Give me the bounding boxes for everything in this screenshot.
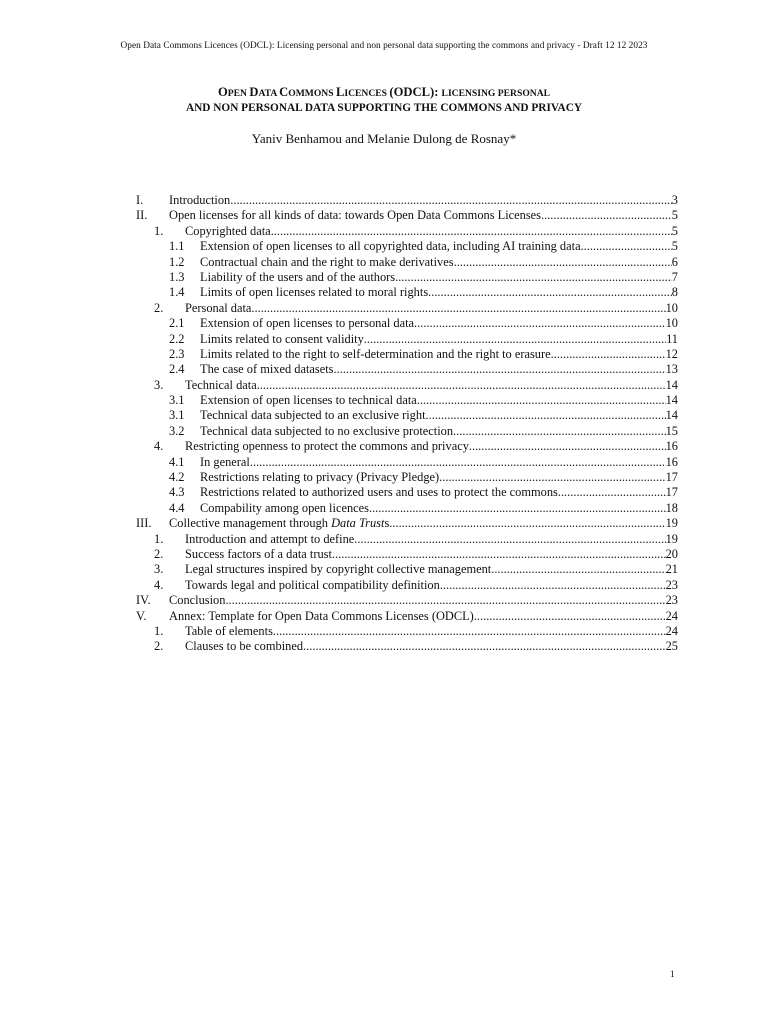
toc-entry-page: 23 xyxy=(665,577,678,592)
toc-leader-dots xyxy=(251,301,665,316)
toc-entry-number: 1.4 xyxy=(169,285,185,300)
toc-leader-dots xyxy=(581,239,672,254)
toc-entry-number: 3. xyxy=(154,562,164,577)
toc-entry-number: 3.1 xyxy=(169,393,185,408)
toc-leader-dots xyxy=(551,347,666,362)
toc-entry[interactable] xyxy=(136,516,678,531)
toc-entry-body xyxy=(200,362,678,377)
toc-leader-dots xyxy=(440,578,666,593)
toc-leader-dots xyxy=(230,193,672,208)
toc-leader-dots xyxy=(250,455,666,470)
toc-leader-dots xyxy=(395,270,672,285)
toc-entry-label-text: Limits related to consent validity xyxy=(200,331,364,346)
toc-leader-dots xyxy=(558,485,666,500)
toc-entry-label-text: Collective management through xyxy=(169,516,332,531)
toc-entry-body xyxy=(185,532,678,547)
toc-entry[interactable] xyxy=(136,562,678,577)
title-fragment: LICENSING PERSONAL xyxy=(441,88,551,99)
title-fragment: (ODCL): xyxy=(389,85,442,99)
toc-entry-label-text: Restrictions related to authorized users and uses to protect the commons xyxy=(200,485,558,500)
toc-leader-dots xyxy=(225,593,665,608)
toc-entry-label xyxy=(169,516,389,531)
toc-entry-number: 1. xyxy=(154,623,164,638)
toc-entry-label-text: Restrictions relating to privacy (Privacy Pledge) xyxy=(200,470,440,485)
toc-entry-page: 25 xyxy=(665,639,678,654)
toc-leader-dots xyxy=(474,609,666,624)
title-fragment: ICENCES xyxy=(344,88,390,99)
toc-entry-body xyxy=(200,455,678,470)
toc-leader-dots xyxy=(541,208,672,223)
toc-entry-label xyxy=(185,578,440,593)
toc-entry[interactable] xyxy=(136,501,678,516)
toc-entry-page: 14 xyxy=(665,377,678,392)
toc-entry-page: 15 xyxy=(665,423,678,438)
toc-entry-number: 2.3 xyxy=(169,346,185,361)
toc-entry-page: 8 xyxy=(671,285,678,300)
toc-entry-number: III. xyxy=(136,516,152,531)
toc-entry-number: 1. xyxy=(154,531,164,546)
toc-entry-label xyxy=(200,332,364,347)
toc-entry-page: 11 xyxy=(666,331,678,346)
toc-entry[interactable] xyxy=(136,593,678,608)
toc-entry-page: 5 xyxy=(671,239,678,254)
toc-entry-label-text: Extension of open licenses to technical data xyxy=(200,393,417,408)
title-fragment: L xyxy=(335,85,345,99)
toc-entry-page: 14 xyxy=(665,408,678,423)
toc-entry-label xyxy=(185,301,251,316)
toc-entry-body xyxy=(200,485,678,500)
toc-entry-label-text: Technical data subjected to no exclusive protection xyxy=(200,423,454,438)
toc-leader-dots xyxy=(334,362,666,377)
toc-entry-label-text: Compability among open licences xyxy=(200,500,369,515)
toc-entry-page: 10 xyxy=(665,300,678,315)
toc-entry-page: 24 xyxy=(665,623,678,638)
toc-entry-number: IV. xyxy=(136,593,151,608)
toc-entry-label xyxy=(169,609,474,624)
toc-entry-page: 13 xyxy=(665,362,678,377)
toc-entry-page: 20 xyxy=(665,546,678,561)
toc-entry-label-text: Liability of the users and of the authors xyxy=(200,269,396,284)
toc-entry-label-text: Technical data xyxy=(185,377,257,392)
toc-entry-body xyxy=(169,609,678,624)
toc-entry-body xyxy=(185,378,678,393)
toc-entry-label xyxy=(200,424,453,439)
toc-entry-label xyxy=(169,593,225,608)
toc-leader-dots xyxy=(428,285,672,300)
toc-entry[interactable] xyxy=(136,332,678,347)
toc-entry-label-text: Technical data subjected to an exclusive right xyxy=(200,408,426,423)
toc-entry[interactable] xyxy=(136,639,678,654)
toc-entry[interactable] xyxy=(136,609,678,624)
toc-entry-page: 23 xyxy=(665,593,678,608)
toc-entry-number: 4. xyxy=(154,577,164,592)
authors: Yaniv Benhamou and Melanie Dulong de Rosnay* xyxy=(251,131,517,146)
title-fragment: PEN xyxy=(227,88,250,99)
toc-entry-number: 4.3 xyxy=(169,485,185,500)
toc-entry-label xyxy=(200,393,417,408)
toc-leader-dots xyxy=(332,547,666,562)
toc-entry[interactable] xyxy=(136,439,678,454)
document-title-line-2: AND NON PERSONAL DATA SUPPORTING THE COMMONS AND PRIVACY xyxy=(185,102,583,114)
toc-entry-number: 2.2 xyxy=(169,331,185,346)
toc-leader-dots xyxy=(426,408,666,423)
toc-entry-page: 10 xyxy=(665,316,678,331)
title-fragment: D xyxy=(249,85,259,99)
toc-entry-number: 2.1 xyxy=(169,316,185,331)
toc-entry-label xyxy=(200,239,581,254)
toc-entry-label-text: Open licenses for all kinds of data: towards Open Data Commons Licenses xyxy=(169,208,541,223)
toc-entry[interactable] xyxy=(136,193,678,208)
toc-entry-body xyxy=(200,270,678,285)
toc-entry-page: 17 xyxy=(665,485,678,500)
toc-entry-label-text: The case of mixed datasets xyxy=(200,362,334,377)
toc-entry[interactable] xyxy=(136,224,678,239)
toc-entry-page: 21 xyxy=(665,562,678,577)
toc-entry-body xyxy=(185,639,678,654)
toc-entry-number: 1.3 xyxy=(169,269,185,284)
toc-entry-label-text: Personal data xyxy=(185,300,252,315)
toc-entry-body xyxy=(169,593,678,608)
toc-entry-label xyxy=(200,485,558,500)
toc-entry[interactable] xyxy=(136,532,678,547)
toc-entry-label xyxy=(200,316,414,331)
toc-entry[interactable] xyxy=(136,408,678,423)
toc-leader-dots xyxy=(273,624,666,639)
toc-entry-label-text: Copyrighted data xyxy=(185,223,271,238)
toc-entry[interactable] xyxy=(136,255,678,270)
toc-entry-page: 7 xyxy=(671,269,678,284)
toc-entry-body xyxy=(200,285,678,300)
title-fragment: C xyxy=(279,85,289,99)
toc-entry-label-text: Introduction xyxy=(169,193,231,207)
toc-entry-number: 2. xyxy=(154,300,164,315)
toc-entry-number: 4.4 xyxy=(169,500,185,515)
toc-entry[interactable] xyxy=(136,393,678,408)
toc-leader-dots xyxy=(439,470,665,485)
toc-entry-body xyxy=(200,255,678,270)
toc-entry-number: 1.1 xyxy=(169,239,185,254)
toc-leader-dots xyxy=(303,639,666,654)
toc-entry-number: 4.2 xyxy=(169,470,185,485)
toc-entry[interactable] xyxy=(136,547,678,562)
toc-entry-body xyxy=(185,562,678,577)
toc-entry-number: 3.1 xyxy=(169,408,185,423)
title-fragment: O xyxy=(217,85,228,99)
toc-entry-body xyxy=(185,578,678,593)
toc-entry-label xyxy=(185,562,491,577)
running-header: Open Data Commons Licences (ODCL): Licensing personal and non personal data supporting the commons and privacy - Draft 12 12 2023 xyxy=(120,41,648,51)
toc-leader-dots xyxy=(271,224,672,239)
toc-entry-label xyxy=(200,470,439,485)
toc-entry-body xyxy=(200,316,678,331)
toc-leader-dots xyxy=(354,532,665,547)
toc-entry-label-text: Conclusion xyxy=(169,593,226,608)
toc-leader-dots xyxy=(453,424,666,439)
toc-entry-label-text: Introduction and attempt to define xyxy=(185,531,355,546)
toc-entry-body xyxy=(200,332,678,347)
toc-entry[interactable] xyxy=(136,485,678,500)
toc-entry[interactable] xyxy=(136,270,678,285)
toc-entry-page: 5 xyxy=(671,208,678,223)
toc-entry-body xyxy=(169,193,678,208)
toc-entry-label-text: Table of elements xyxy=(185,623,273,638)
toc-entry-number: 1. xyxy=(154,223,164,238)
toc-entry-page: 16 xyxy=(665,454,678,469)
toc-entry-label-text: Extension of open licenses to personal data xyxy=(200,316,415,331)
toc-entry-label xyxy=(200,408,426,423)
toc-entry[interactable] xyxy=(136,470,678,485)
toc-entry-page: 6 xyxy=(671,254,678,269)
table-of-contents xyxy=(136,193,678,655)
toc-entry-body xyxy=(200,408,678,423)
toc-entry-number: 2. xyxy=(154,546,164,561)
toc-entry-page: 19 xyxy=(665,516,678,531)
toc-entry-page: 18 xyxy=(665,500,678,515)
toc-entry-label xyxy=(169,193,230,208)
toc-entry-number: 4. xyxy=(154,439,164,454)
toc-entry-body xyxy=(200,424,678,439)
toc-leader-dots xyxy=(469,439,666,454)
toc-entry[interactable] xyxy=(136,624,678,639)
toc-leader-dots xyxy=(417,393,666,408)
toc-entry-page: 3 xyxy=(671,193,678,207)
document-title-line-1 xyxy=(0,85,768,100)
toc-leader-dots xyxy=(364,332,666,347)
toc-entry-body xyxy=(200,239,678,254)
toc-entry-number: I. xyxy=(136,193,144,207)
toc-entry-body xyxy=(169,208,678,223)
toc-entry-body xyxy=(185,624,678,639)
toc-entry[interactable] xyxy=(136,301,678,316)
toc-entry-label xyxy=(185,224,271,239)
toc-entry-label xyxy=(185,547,332,562)
toc-entry-label-text: Legal structures inspired by copyright collective management xyxy=(185,562,492,577)
toc-entry-body xyxy=(200,501,678,516)
toc-entry[interactable] xyxy=(136,347,678,362)
toc-entry-body xyxy=(200,393,678,408)
toc-entry-label-text: In general xyxy=(200,454,250,469)
toc-entry-body xyxy=(185,547,678,562)
toc-entry-label-italic: Data Trust xyxy=(331,516,385,531)
toc-entry-number: 3. xyxy=(154,377,164,392)
toc-entry-page: 14 xyxy=(665,393,678,408)
toc-entry-label xyxy=(185,532,354,547)
toc-entry-label xyxy=(185,378,257,393)
toc-entry-number: 1.2 xyxy=(169,254,185,269)
toc-leader-dots xyxy=(389,516,665,531)
toc-entry-label-text: Success factors of a data trust xyxy=(185,546,332,561)
toc-entry-page: 24 xyxy=(665,608,678,623)
toc-entry-body xyxy=(185,301,678,316)
toc-entry[interactable] xyxy=(136,285,678,300)
toc-entry[interactable] xyxy=(136,578,678,593)
toc-entry-label xyxy=(200,270,395,285)
toc-entry[interactable] xyxy=(136,455,678,470)
toc-leader-dots xyxy=(491,562,665,577)
toc-leader-dots xyxy=(454,255,672,270)
toc-entry-label xyxy=(200,455,250,470)
toc-entry-body xyxy=(185,224,678,239)
toc-entry-number: 2.4 xyxy=(169,362,185,377)
toc-entry-label xyxy=(185,624,273,639)
toc-entry[interactable] xyxy=(136,378,678,393)
toc-entry[interactable] xyxy=(136,424,678,439)
toc-entry-label xyxy=(200,255,454,270)
toc-entry-label xyxy=(200,347,551,362)
toc-entry-page: 19 xyxy=(665,531,678,546)
toc-entry[interactable] xyxy=(136,362,678,377)
toc-entry[interactable] xyxy=(136,239,678,254)
toc-entry[interactable] xyxy=(136,208,678,223)
toc-entry-label-text: Limits related to the right to self-determination and the right to erasure xyxy=(200,346,551,361)
toc-entry-label xyxy=(200,501,369,516)
title-fragment: ATA xyxy=(258,88,280,99)
toc-entry-label-text: Limits of open licenses related to moral rights xyxy=(200,285,429,300)
toc-leader-dots xyxy=(257,378,666,393)
toc-entry-number: 3.2 xyxy=(169,423,185,438)
toc-entry-label xyxy=(200,285,428,300)
toc-entry-label-text: Extension of open licenses to all copyrighted data, including AI training data xyxy=(200,239,581,254)
toc-entry-page: 12 xyxy=(665,346,678,361)
toc-entry-label xyxy=(185,439,469,454)
toc-entry-page: 5 xyxy=(671,223,678,238)
toc-entry-body xyxy=(185,439,678,454)
toc-entry-number: 4.1 xyxy=(169,454,185,469)
page-number: 1 xyxy=(670,970,675,980)
toc-entry-label-text: Towards legal and political compatibility definition xyxy=(185,577,440,592)
toc-entry-page: 16 xyxy=(665,439,678,454)
toc-entry-page: 17 xyxy=(665,470,678,485)
toc-leader-dots xyxy=(369,501,666,516)
toc-entry-number: V. xyxy=(136,608,147,623)
toc-entry-label-text: Clauses to be combined xyxy=(185,639,304,654)
toc-entry-label-text: Contractual chain and the right to make derivatives xyxy=(200,254,454,269)
toc-entry-body xyxy=(200,470,678,485)
toc-entry-label-suffix: s xyxy=(384,516,390,531)
toc-entry-label-text: Restricting openness to protect the commons and privacy xyxy=(185,439,469,454)
toc-entry[interactable] xyxy=(136,316,678,331)
toc-entry-number: II. xyxy=(136,208,148,223)
toc-entry-body xyxy=(200,347,678,362)
toc-entry-label xyxy=(185,639,303,654)
title-fragment: OMMONS xyxy=(288,88,336,99)
toc-entry-label xyxy=(200,362,334,377)
toc-entry-body xyxy=(169,516,678,531)
toc-entry-label-text: Annex: Template for Open Data Commons Licenses (ODCL) xyxy=(169,608,474,623)
toc-entry-label xyxy=(169,208,541,223)
toc-leader-dots xyxy=(414,316,666,331)
toc-entry-number: 2. xyxy=(154,639,164,654)
